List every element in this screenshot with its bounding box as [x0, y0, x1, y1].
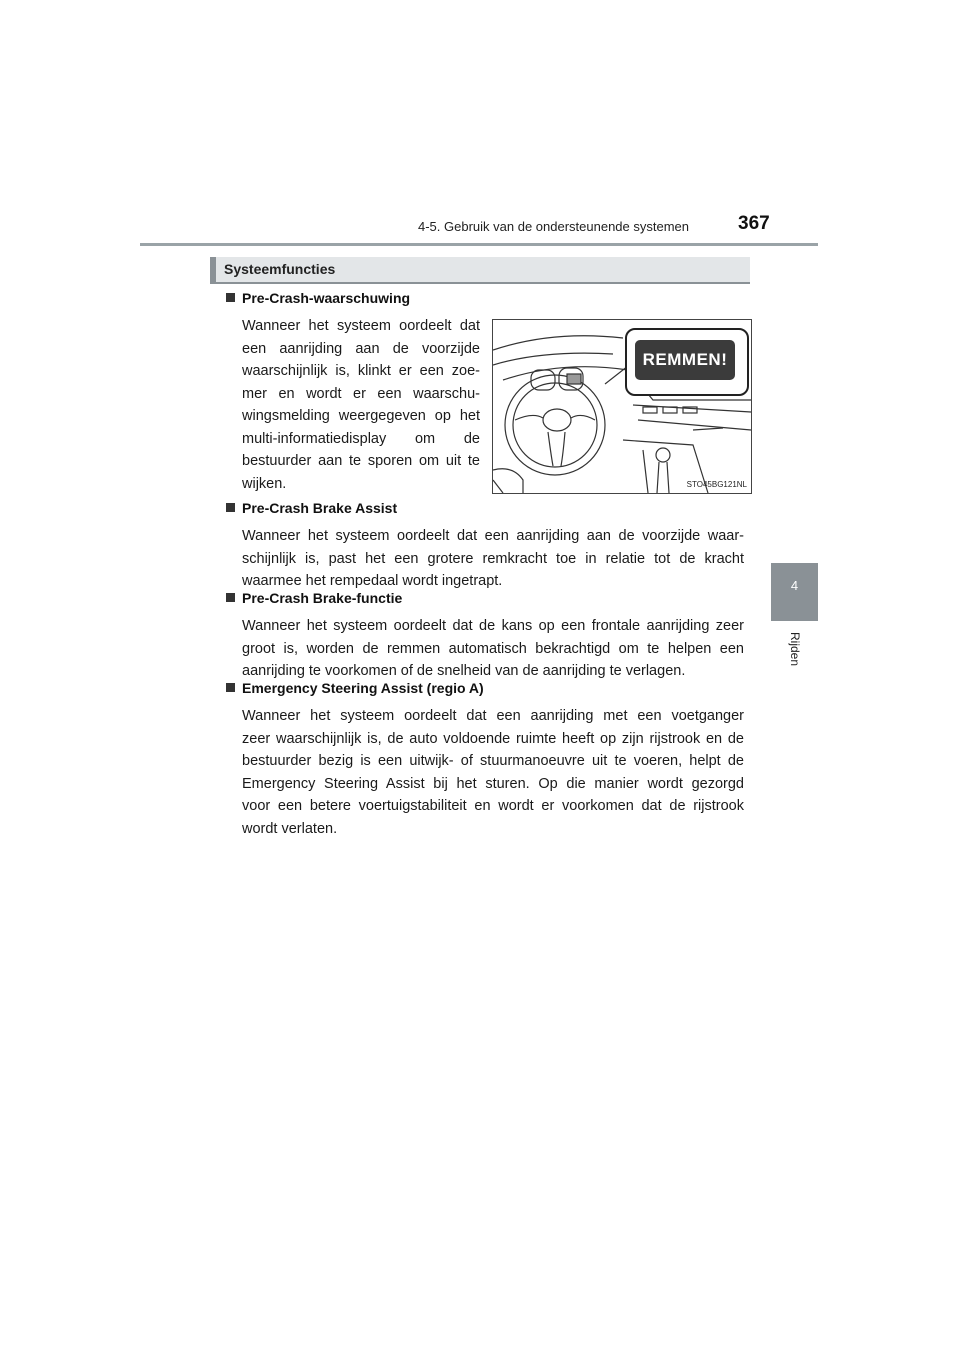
chapter-header: 4-5. Gebruik van de ondersteunende systemen — [418, 219, 690, 234]
item-title-brake-assist: Pre-Crash Brake Assist — [226, 500, 397, 516]
warning-callout — [625, 328, 749, 396]
item-text-brake-function: Wanneer het systeem oordeelt dat de kans op een frontale aanrijding zeer groot is, worden de remmen automatisch bekrachtigd om te helpen een aanrijding te voorkomen of de snelheid van de aanrijding te verlagen. — [242, 618, 744, 679]
figure-code: STO45BG121NL — [686, 480, 747, 489]
bullet-square-icon — [226, 293, 235, 302]
item-title-pre-crash-warning: Pre-Crash-waarschuwing — [226, 290, 410, 306]
header-rule — [140, 243, 818, 246]
page-number: 367 — [738, 213, 770, 234]
chapter-tab-label: Rijden — [788, 632, 802, 667]
item-text-pre-crash-warning: Wanneer het systeem oordeelt dat een aanrijding aan de voorzijde waarschijnlijk is, klinkt er een zoe- mer en wordt er een waarschu- wingsmelding weergegeven op het multi-informatiedisplay om de bestuurder aan te sporen om uit te wijken. — [242, 318, 480, 492]
section-title: Systeemfuncties — [224, 261, 336, 277]
item-text-brake-assist: Wanneer het systeem oordeelt dat een aanrijding aan de voorzijde waar- schijnlijk is, past het een grotere remkracht toe in relatie tot de kracht waarmee het rempedaal wordt ingetrapt. — [242, 528, 744, 589]
bullet-square-icon — [226, 593, 235, 602]
bullet-square-icon — [226, 503, 235, 512]
brake-warning-message: REMMEN! — [635, 340, 735, 380]
item-title-emergency-steering: Emergency Steering Assist (regio A) — [226, 680, 484, 696]
item-title-brake-function: Pre-Crash Brake-functie — [226, 590, 402, 606]
section-marker — [210, 257, 216, 284]
item-text-emergency-steering: Wanneer het systeem oordeelt dat een aanrijding met een voetganger zeer waarschijnlijk is, de auto voldoende ruimte heeft op zijn rijstrook en de bestuurder bezig is een uitwijk- of stuurmanoeuvre uit te voeren, helpt de Emergency Steering Assist bij het sturen. Op die manier wordt gezorgd voor een betere voertuigstabiliteit en wordt er voorkomen dat de rijstrook wordt verlaten. — [242, 708, 744, 837]
chapter-tab-number: 4 — [790, 578, 799, 593]
dashboard-illustration — [492, 319, 752, 494]
bullet-square-icon — [226, 683, 235, 692]
